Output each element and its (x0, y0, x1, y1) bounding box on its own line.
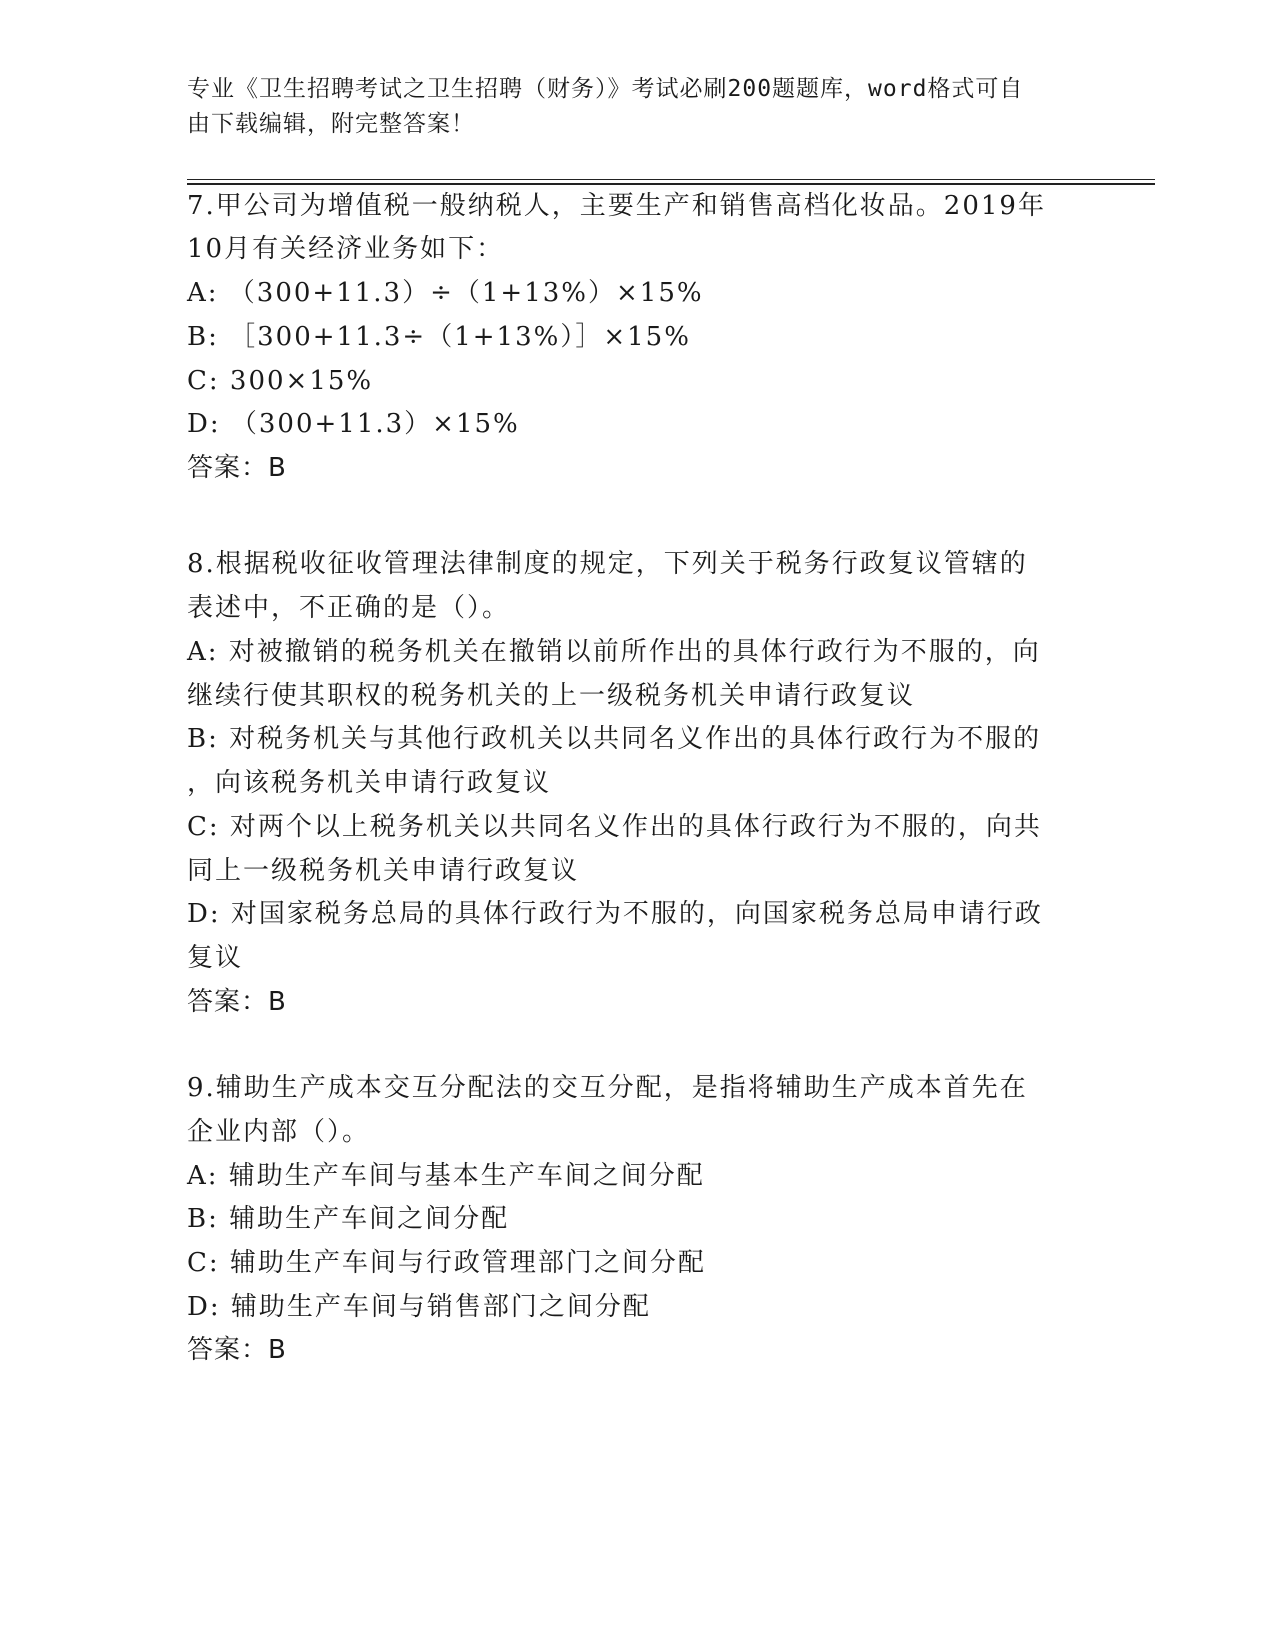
question-7-answer: 答案：B (187, 453, 287, 483)
header-line-2: 由下载编辑，附完整答案！ (187, 111, 475, 137)
question-8-option-d-line-1: D: 对国家税务总局的具体行政行为不服的，向国家税务总局申请行政 (187, 899, 1043, 929)
question-8-option-a-line-1: A: 对被撤销的税务机关在撤销以前所作出的具体行政行为不服的，向 (187, 637, 1041, 667)
header-divider-thin (187, 179, 1155, 180)
question-9-option-c: C: 辅助生产车间与行政管理部门之间分配 (187, 1248, 706, 1278)
question-8-option-d-line-2: 复议 (187, 943, 244, 973)
header-line-1: 专业《卫生招聘考试之卫生招聘（财务）》考试必刷200题题库，word格式可自 (187, 76, 1024, 102)
question-7-option-b: B: ［300+11.3÷（1+13%）］×15% (187, 322, 691, 352)
question-8-option-a-line-2: 继续行使其职权的税务机关的上一级税务机关申请行政复议 (187, 681, 916, 711)
question-7-stem-line-1: 7.甲公司为增值税一般纳税人，主要生产和销售高档化妆品。2019年 (187, 191, 1046, 221)
question-7-stem-line-2: 10月有关经济业务如下： (187, 234, 505, 264)
question-9-option-b: B: 辅助生产车间之间分配 (187, 1204, 510, 1234)
question-9-option-a: A: 辅助生产车间与基本生产车间之间分配 (187, 1161, 705, 1191)
header-divider-thick (187, 183, 1155, 185)
question-8-stem-line-1: 8.根据税收征收管理法律制度的规定，下列关于税务行政复议管辖的 (187, 549, 1028, 579)
question-9-option-d: D: 辅助生产车间与销售部门之间分配 (187, 1292, 651, 1322)
question-8-option-b-line-2: ，向该税务机关申请行政复议 (187, 768, 552, 798)
document-header (187, 72, 1067, 142)
question-8-stem-line-2: 表述中，不正确的是（）。 (187, 593, 511, 623)
question-7-option-a: A: （300+11.3）÷（1+13%）×15% (187, 278, 704, 308)
question-9-stem-line-1: 9.辅助生产成本交互分配法的交互分配，是指将辅助生产成本首先在 (187, 1073, 1028, 1103)
question-9-stem-line-2: 企业内部（）。 (187, 1117, 371, 1147)
question-7-option-c: C: 300×15% (187, 366, 374, 396)
question-8-option-b-line-1: B: 对税务机关与其他行政机关以共同名义作出的具体行政行为不服的 (187, 724, 1042, 754)
question-8-answer: 答案：B (187, 987, 287, 1017)
question-8-option-c-line-2: 同上一级税务机关申请行政复议 (187, 856, 580, 886)
question-8-option-c-line-1: C: 对两个以上税务机关以共同名义作出的具体行政行为不服的，向共 (187, 812, 1042, 842)
question-9-answer: 答案：B (187, 1335, 287, 1365)
question-7-option-d: D: （300+11.3）×15% (187, 409, 520, 439)
